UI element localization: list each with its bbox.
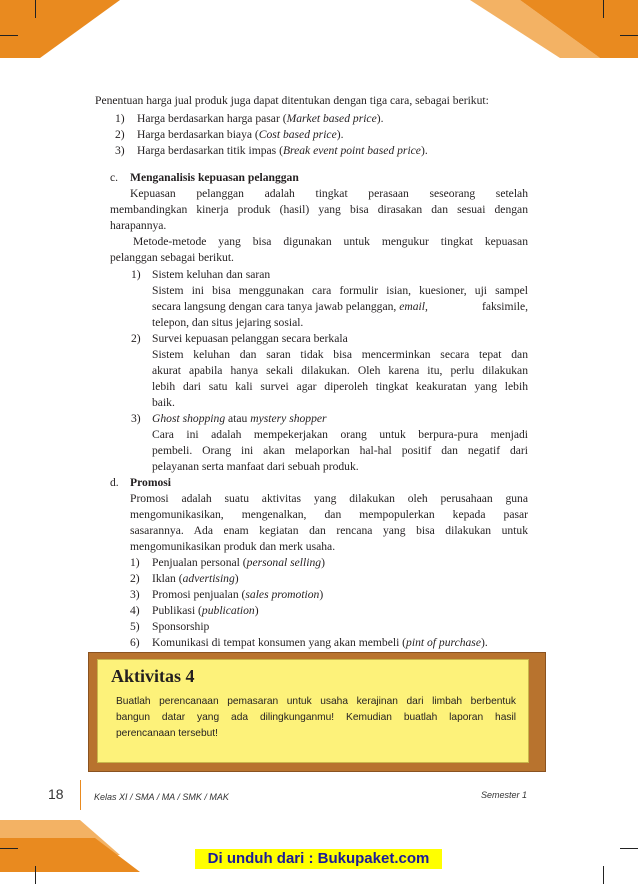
section-letter: d. bbox=[110, 476, 119, 489]
crop-mark bbox=[603, 0, 604, 18]
crop-mark bbox=[620, 848, 638, 849]
bottom-orange-band bbox=[0, 810, 638, 884]
paragraph-line: Cara ini adalah mempekerjakan orang untuk berpura-pura menjadi bbox=[152, 428, 528, 441]
paragraph-line: Metode-metode yang bisa digunakan untuk mengukur tingkat kepuasan bbox=[133, 235, 528, 248]
paragraph-line: pembeli. Orang ini akan melaporkan hal-hal positif dan negatif dari bbox=[152, 444, 528, 457]
list-item: 2) Harga berdasarkan biaya (Cost based price). bbox=[115, 128, 344, 141]
activity-title: Aktivitas 4 bbox=[111, 666, 195, 686]
list-item: 4) Publikasi (publication) bbox=[130, 604, 259, 617]
section-heading: Menganalisis kepuasan pelanggan bbox=[130, 171, 299, 184]
page-number: 18 bbox=[48, 786, 64, 802]
section-heading: Promosi bbox=[130, 476, 172, 489]
method-title: Sistem keluhan dan saran bbox=[152, 268, 271, 281]
activity-line: bangun datar yang ada dilingkunganmu! Kemudian buatlah laporan hasil bbox=[116, 712, 516, 723]
list-item: 3) Promosi penjualan (sales promotion) bbox=[130, 588, 324, 601]
download-banner[interactable]: Di unduh dari : Bukupaket.com bbox=[195, 849, 442, 869]
activity-box bbox=[97, 659, 529, 763]
paragraph-line: harapannya. bbox=[110, 219, 167, 232]
crop-mark bbox=[35, 866, 36, 884]
crop-mark bbox=[0, 35, 18, 36]
paragraph-line: mengomunikasikan produk dan merk usaha. bbox=[130, 540, 336, 553]
intro-paragraph: Penentuan harga jual produk juga dapat ditentukan dengan tiga cara, sebagai berikut: bbox=[95, 94, 489, 107]
crop-mark bbox=[620, 35, 638, 36]
paragraph-line: mengomunikasikan, mengenalkan, dan mempopulerkan kepada pasar bbox=[130, 508, 528, 521]
paragraph-line: telepon, dan situs jejaring sosial. bbox=[152, 316, 304, 329]
paragraph-line: pelanggan sebagai berikut. bbox=[110, 251, 234, 264]
paragraph-line: baik. bbox=[152, 396, 175, 409]
paragraph-line: akurat apabila hanya sekali dilakukan. Oleh karena itu, perlu dilakukan bbox=[152, 364, 528, 377]
activity-line: Buatlah perencanaan pemasaran untuk usaha kerajinan dari limbah berbentuk bbox=[116, 696, 516, 707]
footer-class-label: Kelas XI / SMA / MA / SMK / MAK bbox=[94, 792, 229, 802]
footer-divider bbox=[80, 780, 81, 810]
paragraph-line: Kepuasan pelanggan adalah tingkat perasaan seseorang setelah bbox=[130, 187, 528, 200]
list-item: 3) Harga berdasarkan titik impas (Break event point based price). bbox=[115, 144, 428, 157]
paragraph-line: lebih dari satu kali survei agar diperoleh tingkat keakuratan yang lebih bbox=[152, 380, 528, 393]
list-item: 6) Komunikasi di tempat konsumen yang akan membeli (pint of purchase). bbox=[130, 636, 488, 649]
method-number: 2) bbox=[131, 332, 141, 345]
method-number: 1) bbox=[131, 268, 141, 281]
method-number: 3) bbox=[131, 412, 141, 425]
list-item: 2) Iklan (advertising) bbox=[130, 572, 239, 585]
crop-mark bbox=[603, 866, 604, 884]
paragraph-line: sasarannya. Ada enam kegiatan dan rencana yang bisa dilakukan untuk bbox=[130, 524, 528, 537]
paragraph-line: Sistem ini bisa menggunakan cara formulir isian, kuesioner, uji sampel bbox=[152, 284, 528, 297]
list-item: 5) Sponsorship bbox=[130, 620, 210, 633]
paragraph-line: pelayanan serta manfaat dari sebuah produk. bbox=[152, 460, 359, 473]
activity-line: perencanaan tersebut! bbox=[116, 728, 218, 739]
section-letter: c. bbox=[110, 171, 119, 184]
paragraph-line: membandingkan kinerja produk (hasil) yang bisa dirasakan dan sesuai dengan bbox=[110, 203, 528, 216]
footer-semester: Semester 1 bbox=[481, 790, 528, 800]
paragraph-line: secara langsung dengan cara tanya jawab pelanggan, email, faksimile, bbox=[152, 300, 528, 313]
paragraph-line: Sistem keluhan dan saran tidak bisa mencerminkan secara tepat dan bbox=[152, 348, 528, 361]
list-item: 1) Penjualan personal (personal selling) bbox=[130, 556, 325, 569]
crop-mark bbox=[35, 0, 36, 18]
paragraph-line: Promosi adalah suatu aktivitas yang dilakukan oleh perusahaan guna bbox=[130, 492, 528, 505]
method-title: Ghost shopping atau mystery shopper bbox=[152, 412, 327, 425]
top-orange-band bbox=[0, 0, 638, 60]
list-item: 1) Harga berdasarkan harga pasar (Market based price). bbox=[115, 112, 384, 125]
method-title: Survei kepuasan pelanggan secara berkala bbox=[152, 332, 348, 345]
crop-mark bbox=[0, 848, 18, 849]
